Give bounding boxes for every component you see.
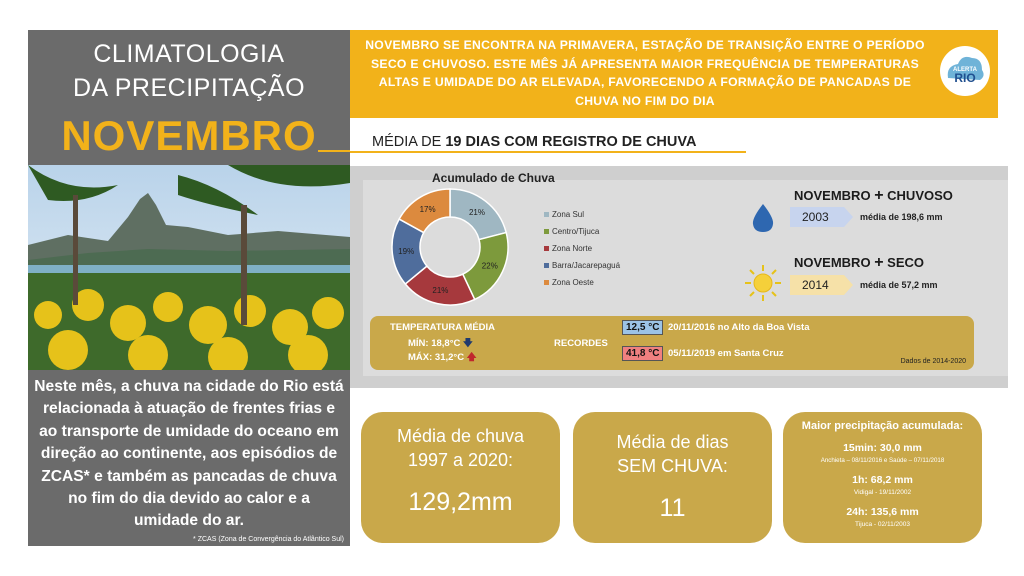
box-dry-days: [573, 412, 772, 543]
donut-slice-label: 22%: [481, 261, 498, 271]
legend-zona-norte: [544, 244, 592, 253]
subtitle-bold: 19 DIAS COM REGISTRO DE CHUVA: [445, 134, 697, 150]
legend-zona-oeste: [544, 278, 594, 287]
temp-title: TEMPERATURA MÉDIA: [390, 322, 496, 333]
header-text: NOVEMBRO SE ENCONTRA NA PRIMAVERA, ESTAÇÃO DE TRANSIÇÃO ENTRE O PERÍODO SECO E CHUVOSO. ESTE MÊS JÁ APRESENTA MAIOR FREQUÊNCIA DE TEMPERATURAS ALTAS E UMIDADE DO AR ELEVADA, FAVORECENDO A FORMAÇÃO DE PANCADAS DE CHUVA NO FIM DO DIA: [365, 38, 925, 108]
temperature-strip: [370, 316, 974, 370]
header-banner: [350, 30, 998, 118]
box3-r2-value: 1h: 68,2 mm: [852, 474, 913, 486]
title-month: NOVEMBRO: [61, 112, 317, 159]
records-label: RECORDES: [554, 338, 608, 349]
logo-top-text: ALERTA: [953, 67, 977, 73]
title-block: [28, 30, 350, 165]
logo-bottom-text: RIO: [954, 71, 976, 85]
dry-plus: +: [874, 254, 884, 271]
sun-icon: [744, 264, 782, 302]
box-max-precipitation: [783, 412, 982, 543]
record-max-value: 41,8 °C: [622, 346, 663, 361]
temp-min-value: MÍN: 18,8°C: [408, 338, 461, 349]
left-text-block: [28, 370, 350, 546]
subtitle-underline: [350, 151, 746, 153]
dry-title: NOVEMBRO: [794, 255, 871, 270]
record-min-value: 12,5 °C: [622, 320, 663, 335]
box1-line1: Média de chuva: [396, 426, 525, 446]
dry-media: média de 57,2 mm: [860, 280, 938, 290]
legend-zona-sul: [544, 210, 584, 219]
box3-r1-detail: Anchieta – 08/11/2016 e Saúde – 07/11/2018: [820, 457, 945, 464]
legend-label: Zona Oeste: [552, 278, 594, 287]
title-line-1: CLIMATOLOGIA: [93, 40, 285, 68]
box1-value: 129,2mm: [408, 488, 513, 516]
donut-slice-label: 21%: [468, 208, 485, 218]
dry-heading: [794, 254, 924, 272]
rainy-title: NOVEMBRO: [794, 188, 871, 203]
box2-line1: Média de dias: [616, 432, 729, 452]
rainy-label: CHUVOSO: [887, 188, 953, 203]
record-max-text: 05/11/2019 em Santa Cruz: [668, 348, 784, 359]
box3-r2-detail: Vidigal - 19/11/2002: [853, 489, 912, 496]
raindrop-icon: [750, 202, 776, 234]
temp-max-value: MÁX: 31,2°C: [408, 352, 465, 363]
left-description: Neste mês, a chuva na cidade do Rio está relacionada à atuação de frentes frias e ao transporte de umidade do oceano em direção ao continente, aos episódios de ZCAS* e também as pancadas de chuva no fim do dia devido ao calor e a umidade do ar.: [34, 378, 344, 530]
rain-days-subtitle: [372, 134, 696, 150]
box-average-rain: [361, 412, 560, 543]
alerta-rio-logo: [940, 46, 990, 96]
donut-chart: [388, 185, 512, 309]
box3-r3-detail: Tijuca - 02/11/2003: [855, 521, 910, 528]
dry-year: 2014: [802, 278, 829, 292]
box1-line2: 1997 a 2020:: [407, 450, 514, 470]
rainy-heading: [794, 187, 953, 205]
temp-max: [408, 350, 477, 366]
legend-label: Centro/Tijuca: [552, 227, 600, 236]
box3-r1-value: 15min: 30,0 mm: [843, 442, 922, 454]
zcas-footnote: * ZCAS (Zona de Convergência do Atlântico Sul): [193, 536, 344, 543]
legend-label: Zona Sul: [552, 210, 585, 219]
donut-title: Acumulado de Chuva: [432, 171, 555, 185]
dry-label: SECO: [887, 255, 924, 270]
record-min-text: 20/11/2016 no Alto da Boa Vista: [668, 322, 810, 333]
arrow-up-icon: 🡅: [466, 352, 477, 363]
legend-label: Zona Norte: [552, 244, 593, 253]
subtitle-prefix: MÉDIA DE: [372, 134, 446, 150]
box3-r3-value: 24h: 135,6 mm: [846, 506, 919, 518]
donut-slice-label: 21%: [432, 285, 449, 295]
legend-barra-jacarepagua: [544, 261, 620, 270]
title-line-2: DA PRECIPITAÇÃO: [72, 74, 306, 102]
donut-slice-label: 17%: [419, 205, 436, 215]
box2-value: 11: [659, 494, 686, 522]
box3-title: Maior precipitação acumulada:: [801, 420, 964, 432]
arrow-down-icon: 🡇: [463, 338, 473, 349]
legend-label: Barra/Jacarepaguá: [552, 261, 621, 270]
rainy-media: média de 198,6 mm: [860, 212, 943, 222]
title-underline: [318, 150, 350, 152]
box2-line2: SEM CHUVA:: [617, 456, 728, 476]
landscape-photo: [28, 165, 350, 370]
donut-slice-label: 19%: [398, 247, 415, 257]
data-source: Dados de 2014-2020: [900, 358, 966, 365]
rainy-plus: +: [874, 187, 884, 204]
rainy-year: 2003: [802, 210, 829, 224]
legend-centro-tijuca: [544, 227, 599, 236]
